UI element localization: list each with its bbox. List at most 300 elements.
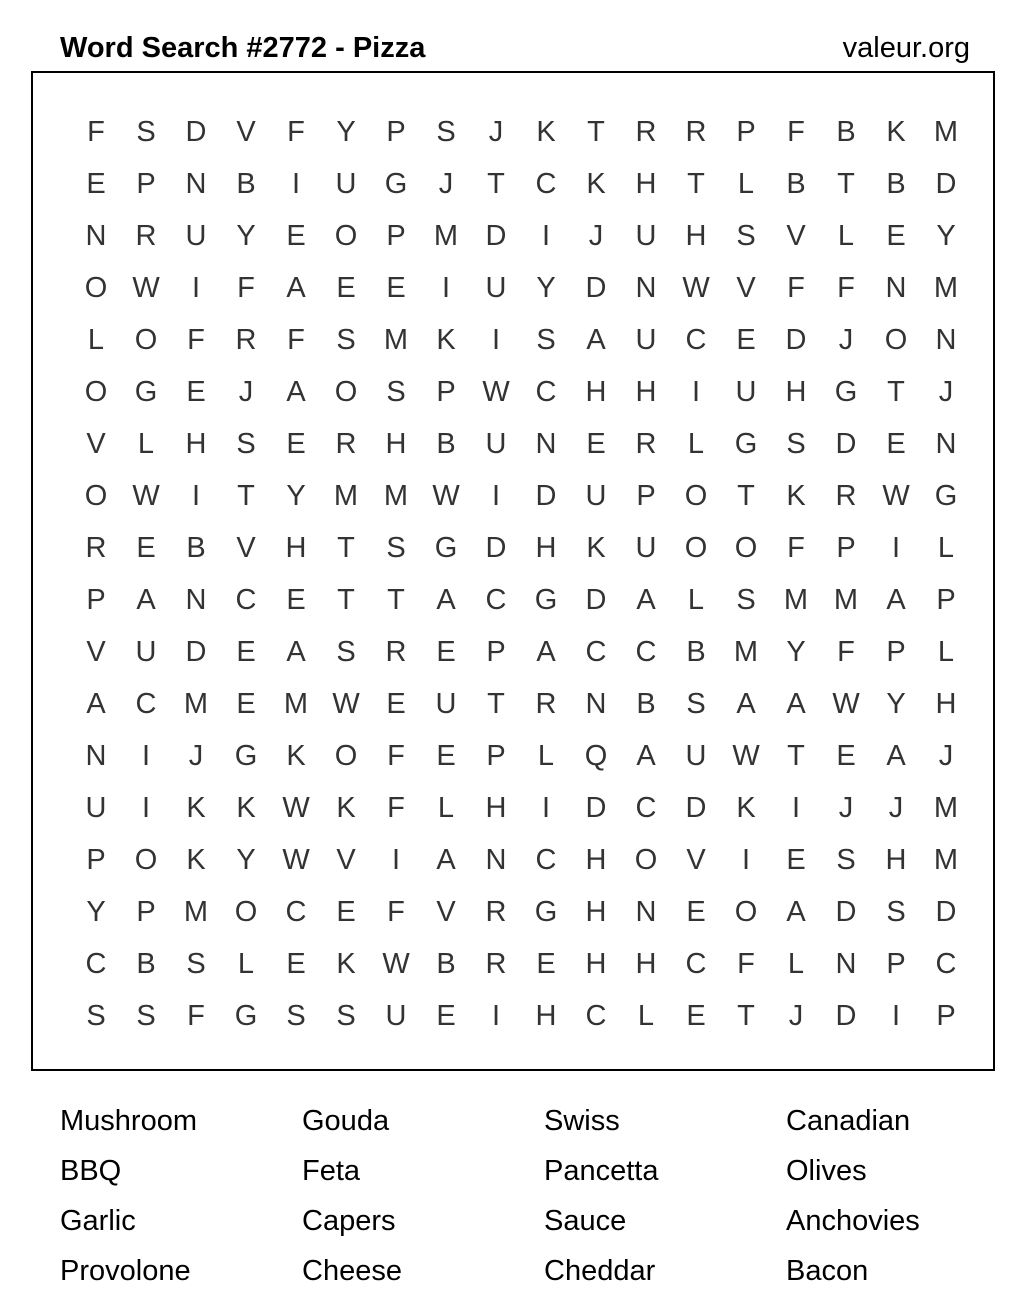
grid-cell[interactable]: H <box>535 531 557 564</box>
grid-cell[interactable]: H <box>885 843 907 876</box>
grid-cell[interactable]: W <box>132 271 160 304</box>
grid-cell[interactable]: O <box>234 895 258 928</box>
grid-cell[interactable]: I <box>541 219 551 252</box>
grid-cell[interactable]: S <box>736 219 756 252</box>
grid-cell[interactable]: H <box>385 427 407 460</box>
grid-cell[interactable]: U <box>85 791 107 824</box>
grid-cell[interactable]: R <box>835 479 857 512</box>
grid-cell[interactable]: A <box>136 583 156 616</box>
grid-cell[interactable]: W <box>382 947 410 980</box>
grid-cell[interactable]: S <box>886 895 906 928</box>
grid-cell[interactable]: P <box>386 115 406 148</box>
grid-cell[interactable]: D <box>685 791 707 824</box>
grid-cell[interactable]: M <box>183 687 209 720</box>
grid-cell[interactable]: E <box>436 739 456 772</box>
grid-cell[interactable]: Y <box>236 219 256 252</box>
grid-cell[interactable]: K <box>586 531 606 564</box>
grid-cell[interactable]: R <box>85 531 107 564</box>
grid-cell[interactable]: H <box>685 219 707 252</box>
grid-cell[interactable]: K <box>186 843 206 876</box>
grid-cell[interactable]: Y <box>886 687 906 720</box>
grid-cell[interactable]: E <box>686 895 706 928</box>
grid-cell[interactable]: H <box>585 895 607 928</box>
grid-cell[interactable]: L <box>87 323 105 356</box>
grid-cell[interactable]: U <box>435 687 457 720</box>
grid-cell[interactable]: I <box>741 843 751 876</box>
grid-cell[interactable]: V <box>236 115 256 148</box>
grid-cell[interactable]: E <box>736 323 756 356</box>
grid-cell[interactable]: C <box>635 791 657 824</box>
grid-cell[interactable]: O <box>134 323 158 356</box>
grid-cell[interactable]: U <box>335 167 357 200</box>
grid-cell[interactable]: M <box>933 271 959 304</box>
grid-cell[interactable]: W <box>732 739 760 772</box>
grid-cell[interactable]: O <box>334 739 358 772</box>
grid-cell[interactable]: P <box>636 479 656 512</box>
grid-cell[interactable]: T <box>587 115 605 148</box>
grid-cell[interactable]: J <box>238 375 254 408</box>
grid-cell[interactable]: D <box>485 531 507 564</box>
grid-cell[interactable]: M <box>783 583 809 616</box>
grid-cell[interactable]: T <box>337 531 355 564</box>
grid-cell[interactable]: N <box>635 271 657 304</box>
grid-cell[interactable]: E <box>286 947 306 980</box>
grid-cell[interactable]: N <box>85 739 107 772</box>
grid-cell[interactable]: M <box>333 479 359 512</box>
grid-cell[interactable]: R <box>535 687 557 720</box>
grid-cell[interactable]: L <box>137 427 155 460</box>
grid-cell[interactable]: V <box>86 635 106 668</box>
grid-cell[interactable]: I <box>491 999 501 1032</box>
grid-cell[interactable]: Y <box>786 635 806 668</box>
grid-cell[interactable]: C <box>135 687 157 720</box>
grid-cell[interactable]: A <box>786 895 806 928</box>
grid-cell[interactable]: N <box>585 687 607 720</box>
grid-cell[interactable]: S <box>386 375 406 408</box>
grid-cell[interactable]: E <box>586 427 606 460</box>
grid-cell[interactable]: E <box>236 635 256 668</box>
grid-cell[interactable]: W <box>332 687 360 720</box>
grid-cell[interactable]: E <box>886 427 906 460</box>
grid-cell[interactable]: E <box>886 219 906 252</box>
grid-cell[interactable]: U <box>185 219 207 252</box>
grid-cell[interactable]: C <box>585 999 607 1032</box>
grid-cell[interactable]: I <box>491 479 501 512</box>
grid-cell[interactable]: A <box>536 635 556 668</box>
grid-cell[interactable]: L <box>787 947 805 980</box>
grid-cell[interactable]: K <box>186 791 206 824</box>
grid-cell[interactable]: W <box>832 687 860 720</box>
grid-cell[interactable]: F <box>787 115 805 148</box>
grid-cell[interactable]: F <box>237 271 255 304</box>
grid-cell[interactable]: E <box>236 687 256 720</box>
grid-cell[interactable]: W <box>682 271 710 304</box>
grid-cell[interactable]: S <box>286 999 306 1032</box>
grid-cell[interactable]: S <box>536 323 556 356</box>
grid-cell[interactable]: O <box>84 479 108 512</box>
grid-cell[interactable]: N <box>535 427 557 460</box>
grid-cell[interactable]: D <box>935 895 957 928</box>
grid-cell[interactable]: C <box>485 583 507 616</box>
grid-cell[interactable]: P <box>836 531 856 564</box>
grid-cell[interactable]: R <box>235 323 257 356</box>
grid-cell[interactable]: E <box>286 583 306 616</box>
grid-cell[interactable]: V <box>786 219 806 252</box>
grid-cell[interactable]: A <box>436 843 456 876</box>
grid-cell[interactable]: S <box>136 115 156 148</box>
grid-cell[interactable]: E <box>686 999 706 1032</box>
grid-cell[interactable]: L <box>737 167 755 200</box>
grid-cell[interactable]: L <box>937 531 955 564</box>
grid-cell[interactable]: K <box>436 323 456 356</box>
grid-cell[interactable]: C <box>635 635 657 668</box>
grid-cell[interactable]: F <box>837 635 855 668</box>
grid-cell[interactable]: E <box>436 635 456 668</box>
grid-cell[interactable]: G <box>534 895 558 928</box>
grid-cell[interactable]: I <box>391 843 401 876</box>
grid-cell[interactable]: F <box>187 999 205 1032</box>
grid-cell[interactable]: B <box>436 947 456 980</box>
grid-cell[interactable]: T <box>737 479 755 512</box>
grid-cell[interactable]: I <box>141 739 151 772</box>
grid-cell[interactable]: N <box>835 947 857 980</box>
grid-cell[interactable]: U <box>135 635 157 668</box>
grid-cell[interactable]: P <box>86 843 106 876</box>
grid-cell[interactable]: N <box>935 427 957 460</box>
grid-cell[interactable]: Y <box>336 115 356 148</box>
grid-cell[interactable]: S <box>786 427 806 460</box>
grid-cell[interactable]: S <box>336 999 356 1032</box>
grid-cell[interactable]: J <box>788 999 804 1032</box>
grid-cell[interactable]: N <box>185 167 207 200</box>
grid-cell[interactable]: I <box>191 271 201 304</box>
grid-cell[interactable]: S <box>436 115 456 148</box>
grid-cell[interactable]: N <box>85 219 107 252</box>
grid-cell[interactable]: V <box>736 271 756 304</box>
grid-cell[interactable]: A <box>286 375 306 408</box>
grid-cell[interactable]: H <box>185 427 207 460</box>
grid-cell[interactable]: T <box>487 687 505 720</box>
grid-cell[interactable]: P <box>86 583 106 616</box>
grid-cell[interactable]: P <box>936 999 956 1032</box>
grid-cell[interactable]: I <box>691 375 701 408</box>
grid-cell[interactable]: P <box>886 635 906 668</box>
grid-cell[interactable]: S <box>236 427 256 460</box>
grid-cell[interactable]: E <box>286 219 306 252</box>
grid-cell[interactable]: T <box>337 583 355 616</box>
grid-cell[interactable]: U <box>635 219 657 252</box>
grid-cell[interactable]: B <box>886 167 906 200</box>
grid-cell[interactable]: G <box>934 479 958 512</box>
grid-cell[interactable]: S <box>336 323 356 356</box>
grid-cell[interactable]: L <box>437 791 455 824</box>
grid-cell[interactable]: A <box>86 687 106 720</box>
grid-cell[interactable]: V <box>236 531 256 564</box>
grid-cell[interactable]: E <box>386 687 406 720</box>
grid-cell[interactable]: V <box>686 843 706 876</box>
grid-cell[interactable]: G <box>734 427 758 460</box>
grid-cell[interactable]: K <box>886 115 906 148</box>
grid-cell[interactable]: J <box>838 323 854 356</box>
grid-cell[interactable]: S <box>686 687 706 720</box>
grid-cell[interactable]: L <box>937 635 955 668</box>
grid-cell[interactable]: L <box>537 739 555 772</box>
grid-cell[interactable]: O <box>84 375 108 408</box>
grid-cell[interactable]: P <box>936 583 956 616</box>
grid-cell[interactable]: L <box>687 427 705 460</box>
grid-cell[interactable]: V <box>436 895 456 928</box>
grid-cell[interactable]: I <box>541 791 551 824</box>
grid-cell[interactable]: R <box>685 115 707 148</box>
grid-cell[interactable]: C <box>585 635 607 668</box>
grid-cell[interactable]: G <box>234 739 258 772</box>
grid-cell[interactable]: N <box>485 843 507 876</box>
grid-cell[interactable]: A <box>786 687 806 720</box>
grid-cell[interactable]: B <box>186 531 206 564</box>
grid-cell[interactable]: J <box>938 375 954 408</box>
grid-cell[interactable]: M <box>933 791 959 824</box>
grid-cell[interactable]: H <box>585 375 607 408</box>
grid-cell[interactable]: O <box>634 843 658 876</box>
grid-cell[interactable]: E <box>536 947 556 980</box>
grid-cell[interactable]: J <box>488 115 504 148</box>
grid-cell[interactable]: H <box>635 947 657 980</box>
grid-cell[interactable]: O <box>684 479 708 512</box>
grid-cell[interactable]: I <box>891 999 901 1032</box>
grid-cell[interactable]: T <box>837 167 855 200</box>
grid-cell[interactable]: F <box>187 323 205 356</box>
grid-cell[interactable]: B <box>786 167 806 200</box>
grid-cell[interactable]: P <box>886 947 906 980</box>
grid-cell[interactable]: A <box>886 739 906 772</box>
grid-cell[interactable]: E <box>386 271 406 304</box>
grid-cell[interactable]: G <box>534 583 558 616</box>
grid-cell[interactable]: O <box>684 531 708 564</box>
grid-cell[interactable]: H <box>635 375 657 408</box>
grid-cell[interactable]: H <box>535 999 557 1032</box>
grid-cell[interactable]: Y <box>286 479 306 512</box>
grid-cell[interactable]: A <box>286 271 306 304</box>
grid-cell[interactable]: W <box>432 479 460 512</box>
grid-cell[interactable]: B <box>686 635 706 668</box>
grid-cell[interactable]: G <box>384 167 408 200</box>
grid-cell[interactable]: F <box>787 531 805 564</box>
grid-cell[interactable]: I <box>191 479 201 512</box>
grid-cell[interactable]: R <box>335 427 357 460</box>
grid-cell[interactable]: Q <box>584 739 608 772</box>
grid-cell[interactable]: M <box>933 843 959 876</box>
grid-cell[interactable]: S <box>736 583 756 616</box>
grid-cell[interactable]: R <box>135 219 157 252</box>
grid-cell[interactable]: B <box>436 427 456 460</box>
grid-cell[interactable]: V <box>336 843 356 876</box>
grid-cell[interactable]: J <box>838 791 854 824</box>
grid-cell[interactable]: T <box>687 167 705 200</box>
grid-cell[interactable]: A <box>436 583 456 616</box>
grid-cell[interactable]: M <box>283 687 309 720</box>
grid-cell[interactable]: D <box>835 999 857 1032</box>
grid-cell[interactable]: A <box>886 583 906 616</box>
grid-cell[interactable]: S <box>836 843 856 876</box>
grid-cell[interactable]: T <box>487 167 505 200</box>
grid-cell[interactable]: E <box>136 531 156 564</box>
grid-cell[interactable]: V <box>86 427 106 460</box>
grid-cell[interactable]: S <box>386 531 406 564</box>
grid-cell[interactable]: U <box>635 323 657 356</box>
grid-cell[interactable]: G <box>834 375 858 408</box>
grid-cell[interactable]: B <box>236 167 256 200</box>
grid-cell[interactable]: O <box>734 895 758 928</box>
grid-cell[interactable]: K <box>536 115 556 148</box>
grid-cell[interactable]: K <box>736 791 756 824</box>
grid-cell[interactable]: D <box>585 271 607 304</box>
grid-cell[interactable]: W <box>132 479 160 512</box>
grid-cell[interactable]: E <box>286 427 306 460</box>
grid-cell[interactable]: B <box>836 115 856 148</box>
grid-cell[interactable]: O <box>884 323 908 356</box>
grid-cell[interactable]: A <box>636 739 656 772</box>
grid-cell[interactable]: Y <box>536 271 556 304</box>
grid-cell[interactable]: F <box>87 115 105 148</box>
grid-cell[interactable]: U <box>635 531 657 564</box>
grid-cell[interactable]: W <box>482 375 510 408</box>
grid-cell[interactable]: P <box>386 219 406 252</box>
grid-cell[interactable]: D <box>585 583 607 616</box>
grid-cell[interactable]: S <box>336 635 356 668</box>
grid-cell[interactable]: U <box>685 739 707 772</box>
grid-cell[interactable]: C <box>685 947 707 980</box>
grid-cell[interactable]: K <box>586 167 606 200</box>
grid-cell[interactable]: D <box>835 427 857 460</box>
grid-cell[interactable]: U <box>485 271 507 304</box>
grid-cell[interactable]: A <box>636 583 656 616</box>
grid-cell[interactable]: M <box>383 323 409 356</box>
grid-cell[interactable]: A <box>736 687 756 720</box>
grid-cell[interactable]: C <box>85 947 107 980</box>
grid-cell[interactable]: C <box>535 843 557 876</box>
grid-cell[interactable]: D <box>185 635 207 668</box>
grid-cell[interactable]: L <box>237 947 255 980</box>
grid-cell[interactable]: T <box>787 739 805 772</box>
grid-cell[interactable]: F <box>387 791 405 824</box>
grid-cell[interactable]: E <box>86 167 106 200</box>
grid-cell[interactable]: C <box>535 375 557 408</box>
grid-cell[interactable]: U <box>735 375 757 408</box>
grid-cell[interactable]: C <box>685 323 707 356</box>
grid-cell[interactable]: S <box>136 999 156 1032</box>
grid-cell[interactable]: U <box>585 479 607 512</box>
grid-cell[interactable]: D <box>585 791 607 824</box>
grid-cell[interactable]: F <box>287 323 305 356</box>
grid-cell[interactable]: K <box>786 479 806 512</box>
grid-cell[interactable]: C <box>285 895 307 928</box>
grid-cell[interactable]: N <box>935 323 957 356</box>
grid-cell[interactable]: D <box>185 115 207 148</box>
grid-cell[interactable]: U <box>385 999 407 1032</box>
grid-cell[interactable]: M <box>183 895 209 928</box>
grid-cell[interactable]: T <box>737 999 755 1032</box>
grid-cell[interactable]: W <box>882 479 910 512</box>
grid-cell[interactable]: I <box>491 323 501 356</box>
grid-cell[interactable]: H <box>285 531 307 564</box>
grid-cell[interactable]: O <box>84 271 108 304</box>
grid-cell[interactable]: R <box>635 427 657 460</box>
grid-cell[interactable]: H <box>785 375 807 408</box>
grid-cell[interactable]: A <box>586 323 606 356</box>
grid-cell[interactable]: T <box>887 375 905 408</box>
grid-cell[interactable]: M <box>433 219 459 252</box>
grid-cell[interactable]: C <box>235 583 257 616</box>
grid-cell[interactable]: S <box>86 999 106 1032</box>
grid-cell[interactable]: Y <box>936 219 956 252</box>
grid-cell[interactable]: J <box>438 167 454 200</box>
grid-cell[interactable]: E <box>836 739 856 772</box>
grid-cell[interactable]: O <box>334 219 358 252</box>
grid-cell[interactable]: L <box>837 219 855 252</box>
grid-cell[interactable]: K <box>336 791 356 824</box>
grid-cell[interactable]: G <box>234 999 258 1032</box>
grid-cell[interactable]: F <box>387 895 405 928</box>
grid-cell[interactable]: N <box>885 271 907 304</box>
grid-cell[interactable]: P <box>436 375 456 408</box>
grid-cell[interactable]: D <box>785 323 807 356</box>
grid-cell[interactable]: P <box>486 635 506 668</box>
grid-cell[interactable]: P <box>736 115 756 148</box>
grid-cell[interactable]: K <box>286 739 306 772</box>
grid-cell[interactable]: A <box>286 635 306 668</box>
grid-cell[interactable]: F <box>287 115 305 148</box>
grid-cell[interactable]: E <box>336 895 356 928</box>
grid-cell[interactable]: M <box>933 115 959 148</box>
grid-cell[interactable]: W <box>282 791 310 824</box>
grid-cell[interactable]: H <box>485 791 507 824</box>
grid-cell[interactable]: E <box>186 375 206 408</box>
grid-cell[interactable]: C <box>535 167 557 200</box>
grid-cell[interactable]: H <box>585 843 607 876</box>
grid-cell[interactable]: G <box>434 531 458 564</box>
grid-cell[interactable]: J <box>888 791 904 824</box>
grid-cell[interactable]: Y <box>86 895 106 928</box>
grid-cell[interactable]: N <box>635 895 657 928</box>
grid-cell[interactable]: I <box>141 791 151 824</box>
grid-cell[interactable]: D <box>535 479 557 512</box>
grid-cell[interactable]: H <box>935 687 957 720</box>
grid-cell[interactable]: R <box>635 115 657 148</box>
grid-cell[interactable]: L <box>637 999 655 1032</box>
grid-cell[interactable]: S <box>186 947 206 980</box>
grid-cell[interactable]: B <box>636 687 656 720</box>
grid-cell[interactable]: M <box>733 635 759 668</box>
grid-cell[interactable]: F <box>387 739 405 772</box>
grid-cell[interactable]: U <box>485 427 507 460</box>
grid-cell[interactable]: G <box>134 375 158 408</box>
grid-cell[interactable]: D <box>935 167 957 200</box>
grid-cell[interactable]: K <box>236 791 256 824</box>
grid-cell[interactable]: O <box>334 375 358 408</box>
grid-cell[interactable]: O <box>134 843 158 876</box>
grid-cell[interactable]: I <box>441 271 451 304</box>
grid-cell[interactable]: M <box>383 479 409 512</box>
grid-cell[interactable]: C <box>935 947 957 980</box>
grid-cell[interactable]: F <box>837 271 855 304</box>
grid-cell[interactable]: H <box>635 167 657 200</box>
grid-cell[interactable]: J <box>188 739 204 772</box>
grid-cell[interactable]: T <box>387 583 405 616</box>
grid-cell[interactable]: E <box>436 999 456 1032</box>
grid-cell[interactable]: P <box>136 895 156 928</box>
grid-cell[interactable]: H <box>585 947 607 980</box>
grid-cell[interactable]: D <box>835 895 857 928</box>
